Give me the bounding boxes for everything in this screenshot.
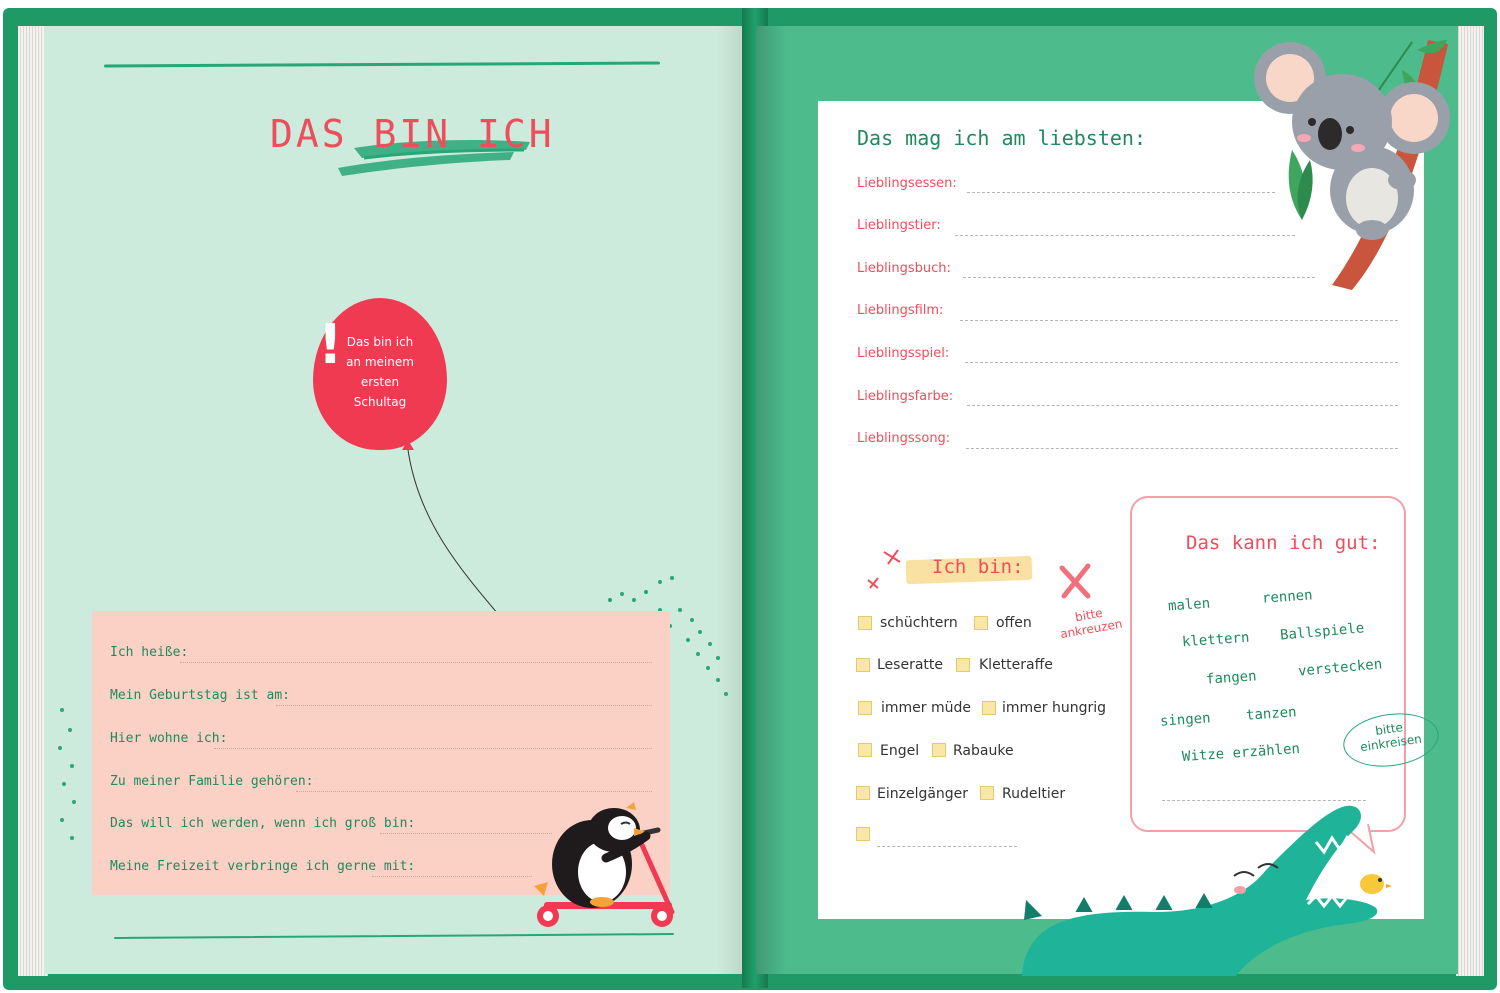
option-label-einzelgaenger: Einzelgänger xyxy=(877,786,969,802)
checkbox-immer-hungrig[interactable] xyxy=(982,701,996,715)
option-label-rudeltier: Rudeltier xyxy=(1002,786,1066,802)
info-line-address[interactable] xyxy=(214,748,652,749)
favorite-line-game[interactable] xyxy=(965,362,1398,363)
favorite-label-film: Lieblingsfilm: xyxy=(857,303,944,318)
option-label-offen: offen xyxy=(996,615,1032,631)
koala-illustration xyxy=(1252,30,1458,292)
custom-option-line[interactable] xyxy=(877,846,1017,847)
option-label-leseratte: Leseratte xyxy=(877,657,944,673)
info-line-name[interactable] xyxy=(180,662,652,663)
favorite-label-game: Lieblingsspiel: xyxy=(857,346,950,361)
balloon-knot xyxy=(402,440,414,450)
favorites-title: Das mag ich am liebsten: xyxy=(857,126,1146,150)
favorite-line-film[interactable] xyxy=(960,320,1398,321)
checkbox-kletteraffe[interactable] xyxy=(956,658,970,672)
favorite-label-color: Lieblingsfarbe: xyxy=(857,389,954,404)
skill-rennen[interactable]: rennen xyxy=(1261,587,1314,607)
page-title: DAS BIN ICH xyxy=(270,112,555,156)
ankreuzen-hint: bitte ankreuzen xyxy=(1059,605,1124,642)
info-label-career: Das will ich werden, wenn ich groß bin: xyxy=(110,816,416,831)
page-edges-right xyxy=(1456,26,1484,976)
checkbox-rudeltier[interactable] xyxy=(980,786,994,800)
skill-malen[interactable]: malen xyxy=(1167,595,1211,615)
exclamation-icon: ! xyxy=(318,313,343,376)
favorite-label-food: Lieblingsessen: xyxy=(857,176,957,191)
info-line-family[interactable] xyxy=(296,791,652,792)
info-line-birthday[interactable] xyxy=(276,705,652,706)
skill-fangen[interactable]: fangen xyxy=(1205,668,1258,688)
cross-mark-icon xyxy=(862,546,908,592)
einkreisen-hint: bitte einkreisen xyxy=(1359,720,1423,755)
checkbox-schuechtern[interactable] xyxy=(858,616,872,630)
crocodile-illustration xyxy=(1016,800,1392,976)
checkbox-offen[interactable] xyxy=(974,616,988,630)
checkbox-immer-muede[interactable] xyxy=(858,701,872,715)
checkbox-einzelgaenger[interactable] xyxy=(856,786,870,800)
info-label-birthday: Mein Geburtstag ist am: xyxy=(110,688,291,703)
option-label-immer-hungrig: immer hungrig xyxy=(1002,700,1107,716)
checkbox-leseratte[interactable] xyxy=(856,658,870,672)
skill-verstecken[interactable]: verstecken xyxy=(1297,656,1383,680)
favorite-line-animal[interactable] xyxy=(955,235,1295,236)
info-label-family: Zu meiner Familie gehören: xyxy=(110,774,314,789)
skill-witze-erzaehlen[interactable]: Witze erzählen xyxy=(1181,740,1301,766)
skill-ballspiele[interactable]: Ballspiele xyxy=(1279,620,1365,644)
big-cross-icon xyxy=(1056,562,1096,602)
ich-bin-title: Ich bin: xyxy=(932,556,1024,578)
favorite-label-animal: Lieblingstier: xyxy=(857,218,941,233)
checkbox-custom[interactable] xyxy=(856,827,870,841)
penguin-scooter-illustration xyxy=(526,800,688,938)
option-label-immer-muede: immer müde xyxy=(881,700,971,716)
favorite-line-food[interactable] xyxy=(967,192,1275,193)
skills-title: Das kann ich gut: xyxy=(1186,532,1381,554)
info-label-address: Hier wohne ich: xyxy=(110,731,228,746)
checkbox-rabauke[interactable] xyxy=(932,743,946,757)
option-label-engel: Engel xyxy=(880,743,920,759)
info-label-hobbies: Meine Freizeit verbringe ich gerne mit: xyxy=(110,859,416,874)
balloon-caption: Das bin ich an meinem ersten Schultag xyxy=(346,335,414,409)
skill-tanzen[interactable]: tanzen xyxy=(1245,704,1298,724)
info-line-hobbies[interactable] xyxy=(372,876,532,877)
option-label-rabauke: Rabauke xyxy=(953,743,1014,759)
info-label-name: Ich heiße: xyxy=(110,645,189,660)
favorite-line-song[interactable] xyxy=(966,448,1398,449)
option-label-schuechtern: schüchtern xyxy=(880,615,958,631)
checkbox-engel[interactable] xyxy=(858,743,872,757)
skill-klettern[interactable]: klettern xyxy=(1181,629,1250,651)
dot-decoration-left xyxy=(52,700,92,860)
favorite-line-color[interactable] xyxy=(967,405,1398,406)
favorite-label-book: Lieblingsbuch: xyxy=(857,261,951,276)
favorite-label-song: Lieblingssong: xyxy=(857,431,951,446)
skill-singen[interactable]: singen xyxy=(1159,710,1212,730)
option-label-kletteraffe: Kletteraffe xyxy=(979,657,1053,673)
